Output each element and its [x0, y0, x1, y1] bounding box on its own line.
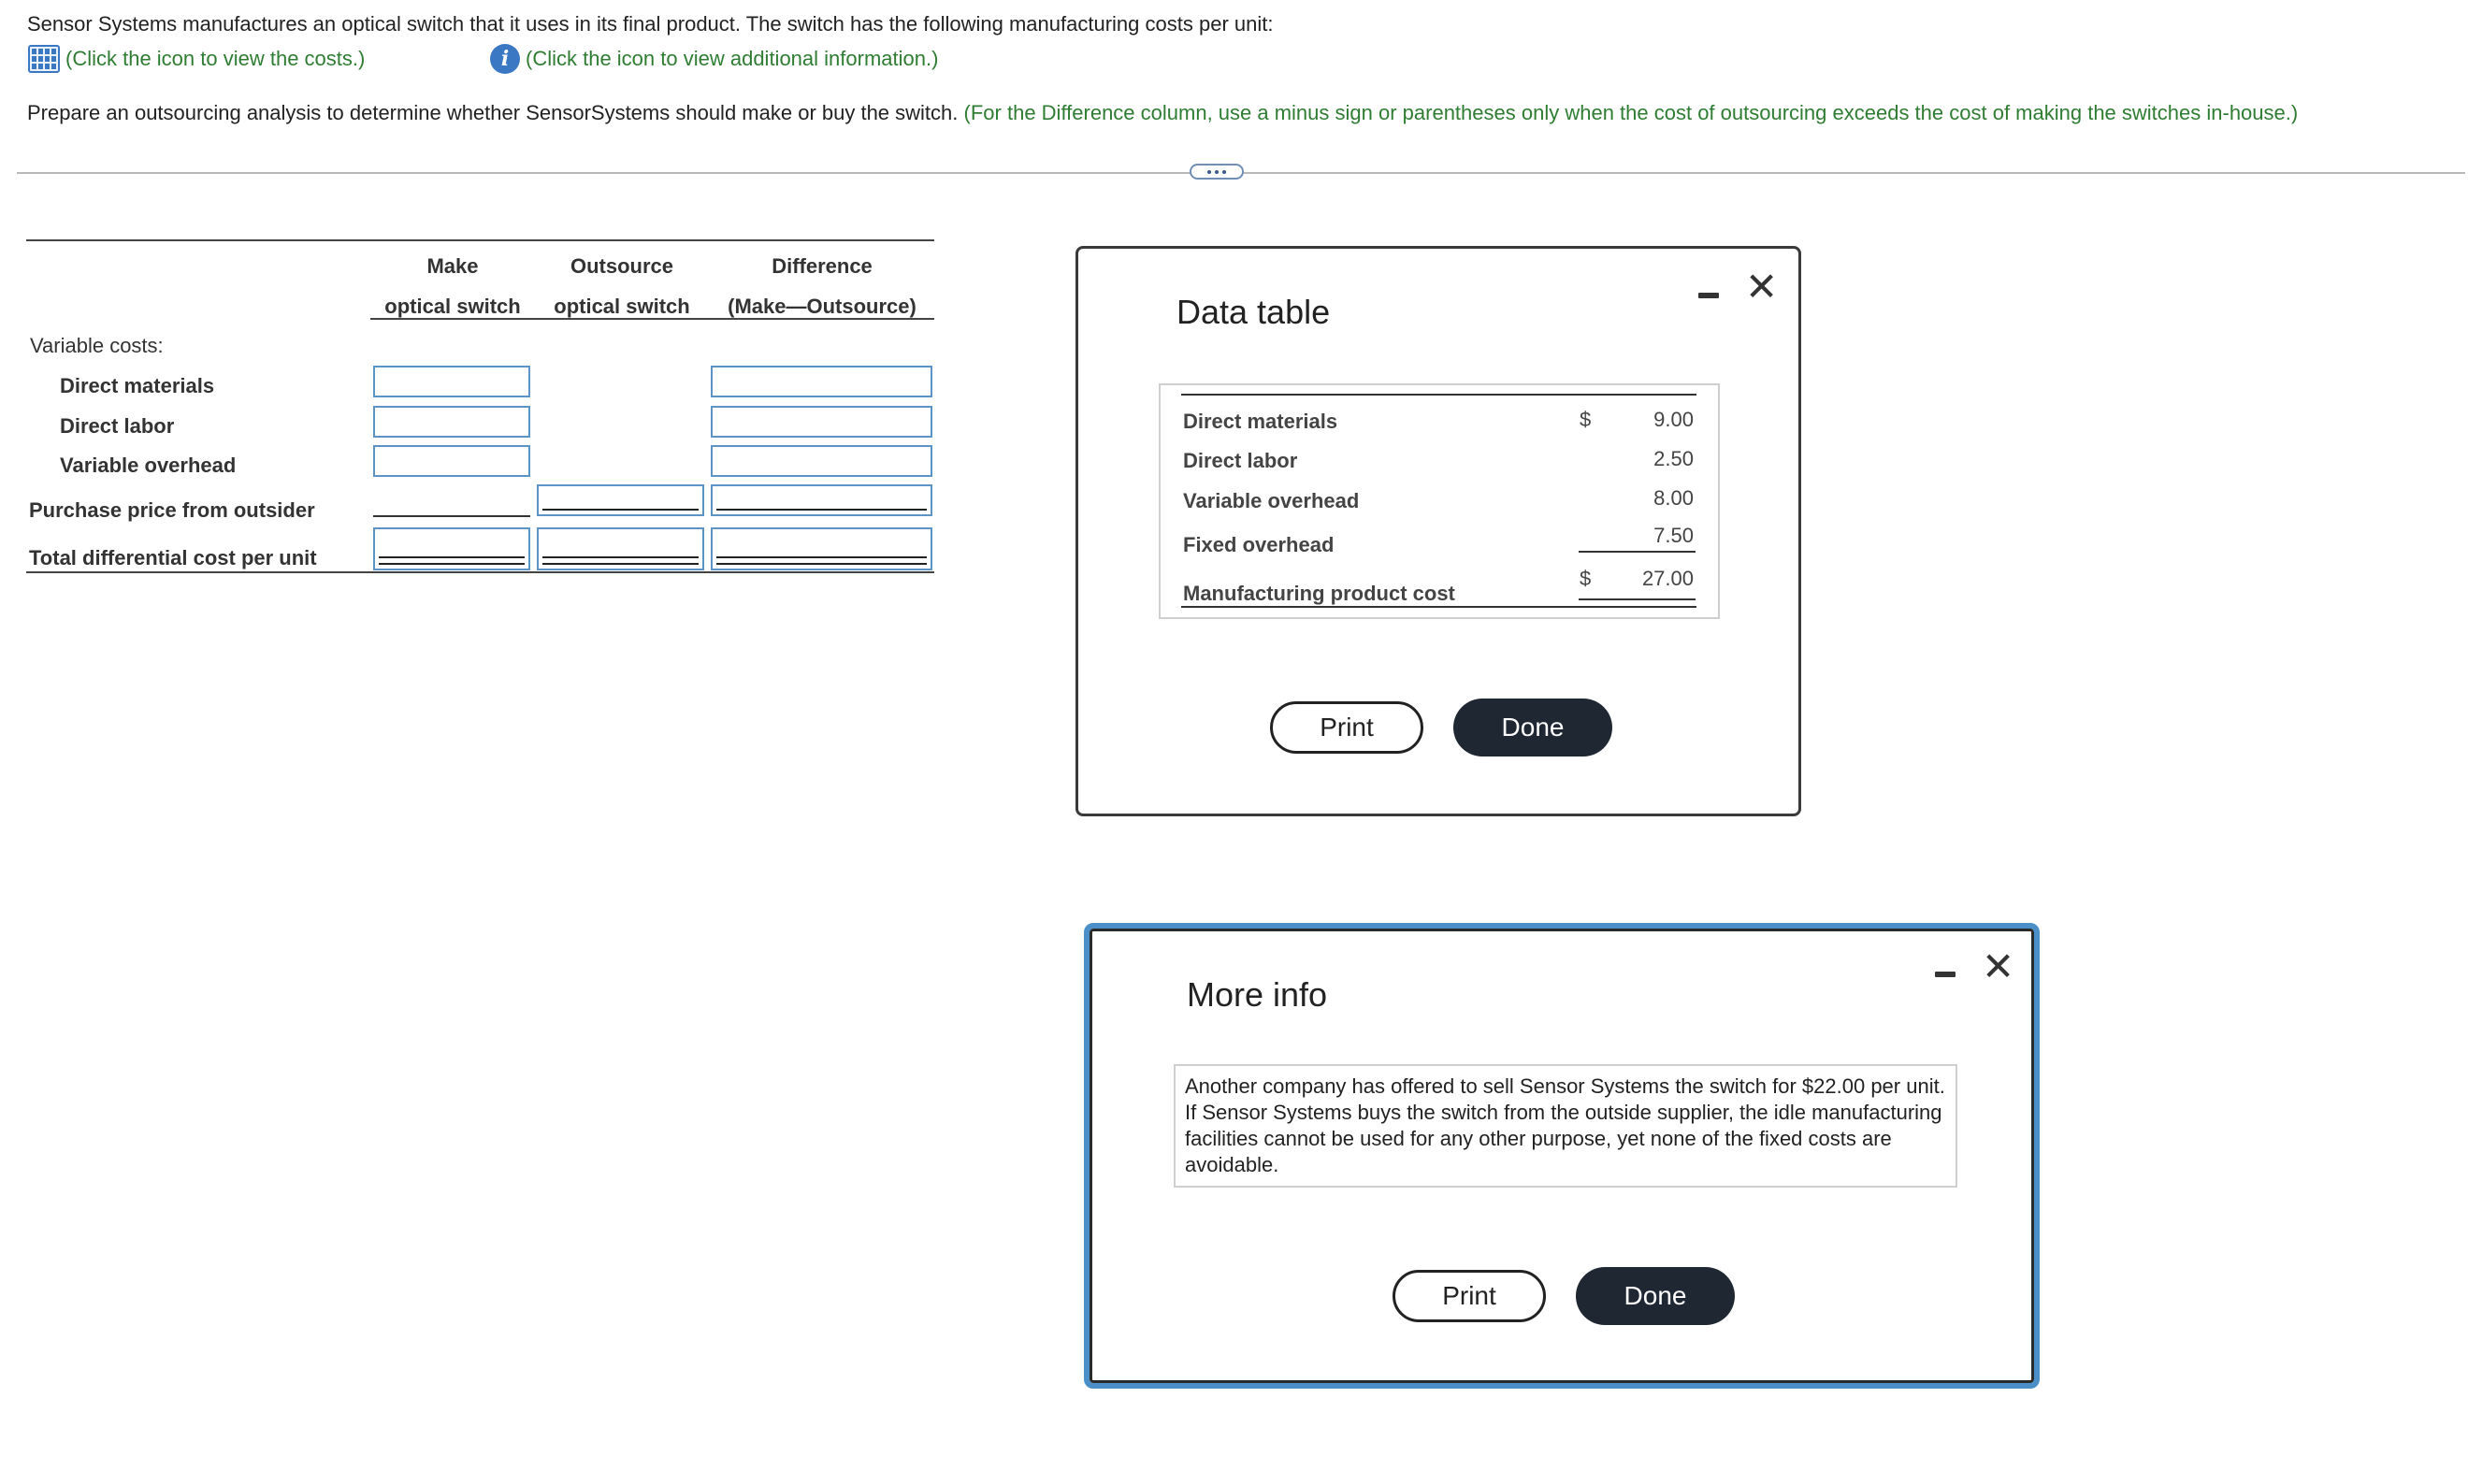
- make-direct-labor-input[interactable]: [373, 406, 530, 438]
- row-label-variable-overhead: Variable overhead: [60, 454, 237, 477]
- view-costs-link[interactable]: [28, 45, 365, 73]
- more-info-dialog: [1084, 923, 2040, 1389]
- make-variable-overhead-input[interactable]: [373, 445, 530, 477]
- difference-purchase-price-input[interactable]: [711, 484, 932, 516]
- view-info-link[interactable]: [490, 44, 938, 74]
- data-row-value: 8.00: [1653, 486, 1694, 510]
- data-row-label: Variable overhead: [1183, 489, 1360, 512]
- difference-total-input[interactable]: [711, 527, 932, 570]
- header-rule: [370, 318, 934, 320]
- close-icon[interactable]: ✕: [1745, 264, 1779, 310]
- data-row-label: Fixed overhead: [1183, 533, 1335, 556]
- outsource-total-input[interactable]: [537, 527, 704, 570]
- data-table-grid-icon[interactable]: [28, 45, 60, 73]
- column-header-outsource: Outsource optical switch: [554, 254, 690, 318]
- close-icon[interactable]: ✕: [1982, 944, 2015, 989]
- info-circle-icon[interactable]: i: [490, 44, 520, 74]
- currency-symbol: $: [1580, 567, 1592, 590]
- problem-statement: Sensor Systems manufactures an optical switch that it uses in its final product. The switch has the following manufacturing costs per unit:: [27, 12, 1274, 36]
- row-label-direct-materials: Direct materials: [60, 374, 215, 397]
- data-row-value: 9.00: [1653, 408, 1694, 431]
- row-label-purchase-price: Purchase price from outsider: [29, 498, 315, 522]
- make-total-input[interactable]: [373, 527, 530, 570]
- done-button[interactable]: Done: [1576, 1267, 1735, 1325]
- column-header-make: Make optical switch: [384, 254, 521, 318]
- view-info-link-text[interactable]: (Click the icon to view additional information.): [526, 47, 939, 70]
- more-info-title: More info: [1187, 975, 1328, 1014]
- instructions-main: Prepare an outsourcing analysis to determine whether SensorSystems should make or buy the switch.: [27, 101, 959, 124]
- column-header-difference: Difference (Make—Outsource): [728, 254, 916, 318]
- data-row-label: Manufacturing product cost: [1183, 582, 1455, 605]
- minimize-icon[interactable]: [1698, 293, 1719, 298]
- print-button[interactable]: Print: [1270, 701, 1423, 754]
- minimize-icon[interactable]: [1935, 972, 1956, 977]
- variable-costs-label: Variable costs:: [30, 334, 164, 357]
- expand-more-button[interactable]: [1190, 164, 1244, 180]
- data-row-label: Direct labor: [1183, 449, 1298, 472]
- view-costs-link-text[interactable]: (Click the icon to view the costs.): [65, 47, 366, 70]
- row-label-direct-labor: Direct labor: [60, 414, 175, 438]
- dot-icon: [1215, 170, 1219, 174]
- more-info-text: Another company has offered to sell Sensor Systems the switch for $22.00 per unit. If Sensor Systems buys the switch from the outside supplier, the idle manufacturing facilities cannot be used for any other purpose, yet none of the fixed costs are avoidable.: [1174, 1064, 1957, 1188]
- data-row-value: 7.50: [1653, 524, 1694, 547]
- make-direct-materials-input[interactable]: [373, 366, 530, 397]
- difference-direct-labor-input[interactable]: [711, 406, 932, 438]
- done-button[interactable]: Done: [1453, 699, 1612, 756]
- instructions: [27, 101, 2298, 125]
- data-table-dialog: [1075, 246, 1801, 816]
- data-row-value: 2.50: [1653, 447, 1694, 470]
- worksheet-top-rule: [26, 239, 934, 241]
- data-row-value: 27.00: [1641, 567, 1694, 590]
- difference-variable-overhead-input[interactable]: [711, 445, 932, 477]
- data-row-label: Direct materials: [1183, 410, 1338, 433]
- dot-icon: [1222, 170, 1226, 174]
- currency-symbol: $: [1580, 408, 1592, 431]
- outsource-purchase-price-input[interactable]: [537, 484, 704, 516]
- data-table-box: [1159, 383, 1720, 619]
- difference-direct-materials-input[interactable]: [711, 366, 932, 397]
- make-purchase-price-rule: [373, 515, 530, 517]
- data-table-title: Data table: [1176, 293, 1331, 331]
- print-button[interactable]: Print: [1393, 1270, 1546, 1322]
- instructions-hint: (For the Difference column, use a minus sign or parentheses only when the cost of outsourcing exceeds the cost of making the switches in-house.): [963, 101, 2299, 124]
- worksheet-bottom-rule: [26, 571, 934, 573]
- row-label-total-differential: Total differential cost per unit: [29, 546, 317, 569]
- dot-icon: [1207, 170, 1211, 174]
